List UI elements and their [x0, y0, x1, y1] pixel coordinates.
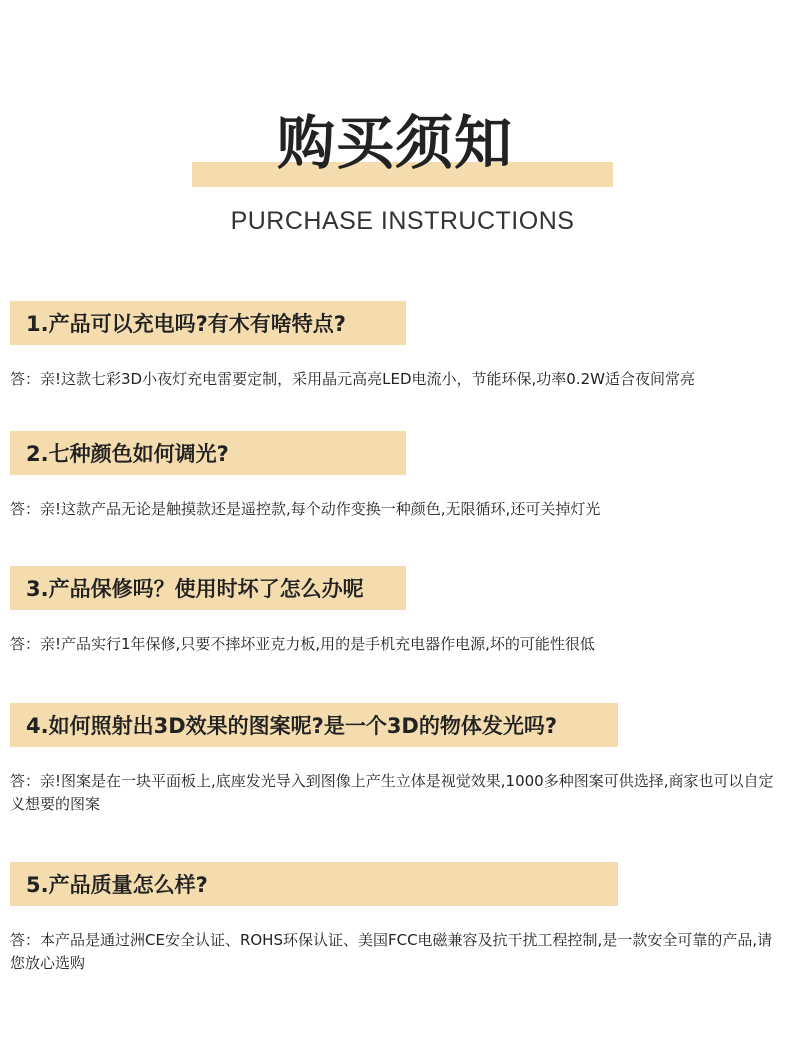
faq-question-2 [10, 431, 406, 475]
faq-question-3 [10, 566, 406, 610]
faq-answer-1: 答：亲!这款七彩3D小夜灯充电雷要定制，采用晶元高亮LED电流小，节能环保,功率0.2W适合夜间常亮 [10, 370, 695, 388]
faq-question-5 [10, 862, 618, 906]
page-subtitle: PURCHASE INSTRUCTIONS [230, 207, 575, 235]
faq-answer-5: 答：本产品是通过洲CE安全认证、ROHS环保认证、美国FCC电磁兼容及抗干扰工程控制,是一款安全可靠的产品,请您放心选购 [10, 931, 773, 972]
question-text: 4.如何照射出3D效果的图案呢?是一个3D的物体发光吗? [26, 714, 558, 738]
question-text: 3.产品保修吗？使用时坏了怎么办呢 [26, 577, 364, 601]
faq-question-1 [10, 301, 406, 345]
question-text: 5.产品质量怎么样? [26, 873, 208, 897]
faq-answer-4: 答：亲!图案是在一块平面板上,底座发光导入到图像上产生立体是视觉效果,1000多种图案可供选择,商家也可以自定义想要的图案 [10, 772, 774, 813]
faq-answer-3: 答：亲!产品实行1年保修,只要不摔坏亚克力板,用的是手机充电器作电源,坏的可能性很低 [10, 635, 595, 653]
question-text: 1.产品可以充电吗?有木有啥特点? [26, 312, 346, 336]
question-text: 2.七种颜色如何调光? [26, 442, 229, 466]
page-title: 购买须知 [276, 109, 513, 177]
faq-question-4 [10, 703, 618, 747]
faq-answer-2: 答：亲!这款产品无论是触摸款还是遥控款,每个动作变换一种颜色,无限循环,还可关掉灯光 [10, 500, 601, 518]
